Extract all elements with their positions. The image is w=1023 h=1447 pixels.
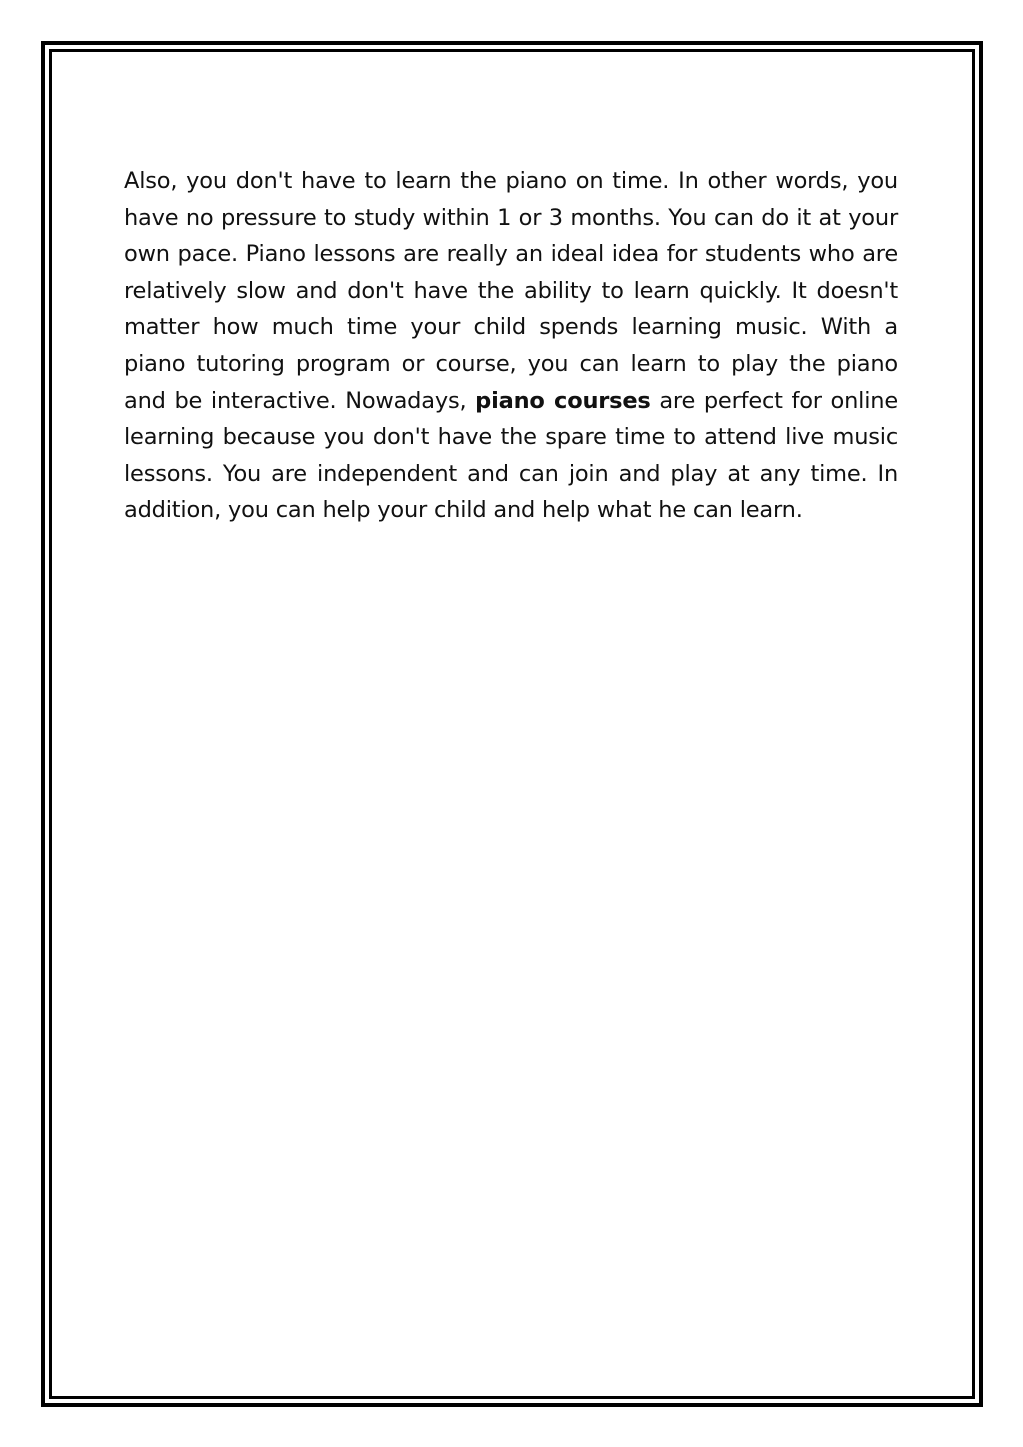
body-paragraph xyxy=(124,163,898,529)
paragraph-text-before: Also, you don't have to learn the piano on time. In other words, you have no pressure to study within 1 or 3 months. You can do it at your own pace. Piano lessons are really an ideal idea for students who are relatively slow and don't have the ability to learn quickly. It doesn't matter how much time your child spends learning music. With a piano tutoring program or course, you can learn to play the piano and be interactive. Nowadays, xyxy=(124,168,898,414)
paragraph-text-after: are perfect for online learning because you don't have the spare time to attend live music lessons. You are independent and can join and play at any time. In addition, you can help your child and help what he can learn. xyxy=(124,387,898,524)
piano-courses-link[interactable]: piano courses xyxy=(475,387,651,414)
